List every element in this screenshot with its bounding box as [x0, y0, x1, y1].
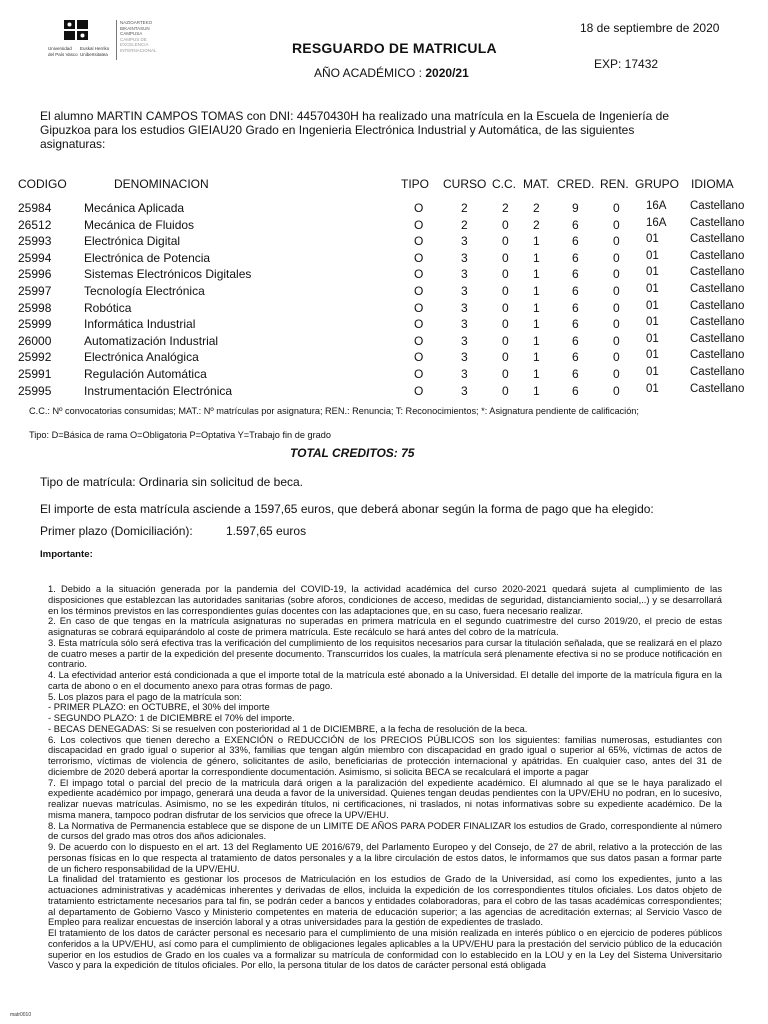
note-paragraph: 7. El impago total o parcial del precio de la matricula dará origen a la paralización del expediente académico. El alumnado al que se le haya paralizado el expediente académico por impago, generará una deuda a favor de la universidad. Quienes tengan deudas pendientes con la UPV/EHU no podran, en lo sucesivo, realizar nuevas matrículas. Asimismo, no se les expedirán títulos, ni certificaciones, ni traslados, ni notas informativas sobre su expediente académico. De la misma manera, tampoco podran disfrutar de los servicios que ofrece la UPV/EHU. — [48, 777, 722, 820]
cell-cred: 9 — [572, 201, 579, 215]
cell-mat: 1 — [533, 317, 540, 332]
cell-mat: 1 — [533, 267, 540, 282]
intro-paragraph: El alumno MARTIN CAMPOS TOMAS con DNI: 44570430H ha realizado una matrícula en la Escuela de Ingeniería de Gipuzkoa para los estudios GIEIAU20 Grado en Ingenieria Electrónica Industrial y Automática, de las siguientes asignaturas: — [40, 109, 669, 151]
cell-cred: 6 — [572, 284, 579, 298]
cell-curso: 3 — [461, 350, 468, 365]
cell-denominacion: Mecánica de Fluidos — [84, 217, 195, 232]
logo-text-es: Universidad del País Vasco — [48, 46, 78, 57]
cell-denominacion: Electrónica Digital — [84, 234, 181, 249]
cell-codigo: 25991 — [18, 367, 52, 381]
table-row — [0, 284, 768, 301]
cell-cred: 6 — [572, 383, 579, 398]
cell-cred: 6 — [572, 367, 579, 381]
cell-codigo: 25996 — [18, 267, 52, 282]
cell-curso: 3 — [461, 367, 468, 381]
cell-cred: 6 — [572, 267, 579, 282]
table-row — [0, 218, 768, 235]
academic-year-value: 2020/21 — [425, 66, 469, 80]
cell-idioma: Castellano — [690, 233, 745, 246]
cell-tipo: O — [414, 234, 424, 249]
cell-ren: 0 — [613, 333, 620, 348]
cell-cc: 0 — [502, 333, 509, 348]
cell-ren: 0 — [613, 367, 620, 381]
cell-codigo: 25995 — [18, 383, 52, 398]
upv-ehu-logo-icon — [62, 18, 90, 42]
col-curso: CURSO — [443, 177, 487, 191]
document-date: 18 de septiembre de 2020 — [580, 21, 720, 35]
cell-idioma: Castellano — [690, 332, 745, 345]
cell-grupo: 01 — [646, 233, 659, 246]
cell-denominacion: Electrónica Analógica — [84, 350, 199, 365]
cell-denominacion: Mecánica Aplicada — [84, 201, 185, 215]
cell-codigo: 25997 — [18, 284, 52, 298]
cell-denominacion: Sistemas Electrónicos Digitales — [84, 267, 252, 282]
cell-codigo: 26000 — [18, 333, 52, 348]
cell-ren: 0 — [613, 267, 620, 282]
cell-grupo: 01 — [646, 283, 659, 295]
table-row — [0, 317, 768, 334]
cell-codigo: 25984 — [18, 201, 52, 215]
table-header — [0, 177, 768, 194]
cell-grupo: 16A — [646, 216, 667, 229]
table-row — [0, 367, 768, 384]
expedient-number: EXP: 17432 — [594, 57, 659, 71]
table-row — [0, 201, 768, 218]
cell-tipo: O — [414, 217, 424, 232]
cell-mat: 2 — [533, 201, 540, 215]
col-grupo: GRUPO — [635, 177, 680, 191]
table-row — [0, 301, 768, 318]
cell-codigo: 26512 — [18, 217, 52, 232]
amount-statement: El importe de esta matrícula asciende a 1597,65 euros, que deberá abonar según la forma de pago que ha elegido: — [40, 502, 654, 516]
cell-denominacion: Regulación Automática — [84, 367, 207, 381]
cell-curso: 2 — [461, 217, 468, 232]
cell-curso: 3 — [461, 383, 468, 398]
table-row — [0, 251, 768, 268]
col-idioma: IDIOMA — [691, 177, 734, 191]
note-paragraph: 6. Los colectivos que tienen derecho a EXENCIÓN o REDUCCIÓN de los PRECIOS PÚBLICOS son los siguientes: familias numerosas, estudiantes con discapacidad en grado igual o superior al 33%, familias que tengan algún miembro con discapacidad en grado igual o superior al 65%, víctimas de actos de terrorismo, víctimas de violencia de género, solicitantes de asilo, beneficiarias de protección internacional y apátridas. En cualquier caso, antes del 31 de diciembre de 2020 deberá aportar la correspondiente documentación. Asimismo, si solicita BECA se recalculará el importe a pagar — [48, 734, 722, 777]
cell-idioma: Castellano — [690, 216, 745, 229]
cell-cc: 0 — [502, 217, 509, 232]
cell-ren: 0 — [613, 383, 620, 398]
cell-idioma: Castellano — [690, 266, 745, 279]
note-paragraph: 2. En caso de que tengas en la matrícula asignaturas no superadas en primera matrícula en el segundo cuatrimestre del curso 2019/20, el precio de estas asignaturas se cobrará equiparándolo al coste de primera matrícula. Este recálculo se hará antes del cobro de la matrícula. — [48, 616, 722, 637]
cell-curso: 2 — [461, 201, 468, 215]
col-ren: REN. — [600, 177, 629, 191]
logo-divider — [116, 20, 117, 60]
cell-denominacion: Robótica — [84, 300, 132, 315]
table-row — [0, 384, 768, 401]
note-paragraph: 9. De acuerdo con lo dispuesto en el art. 13 del Reglamento UE 2016/679, del Parlamento Europeo y del Consejo, de 27 de abril, relativo a la protección de las personas físicas en lo que respecta al tratamiento de datos personales y a la libre circulación de estos datos, le informamos que sus datos pasan a formar parte de un fichero responsabilidad de la UPV/EHU. — [48, 842, 722, 874]
tipo-legend: Tipo: D=Básica de rama O=Obligatoria P=Optativa Y=Trabajo fin de grado — [29, 430, 331, 440]
first-installment-label: Primer plazo (Domiciliación): — [40, 524, 193, 538]
document-title: RESGUARDO DE MATRICULA — [292, 40, 497, 56]
cell-idioma: Castellano — [690, 316, 745, 329]
note-paragraph: 1. Debido a la situación generada por la pandemia del COVID-19, la actividad académica del curso 2020-2021 quedará sujeta al cumplimiento de las disposiciones que establezcan las autoridades sanitarias (sobre aforos, condiciones de acceso, medidas de seguridad, distanciamiento social,..) y se desarrollará en los términos previstos en las correspondientes guías docentes con las adaptaciones que, en su caso, fuera necesario realizar. — [48, 584, 722, 616]
cell-cred: 6 — [572, 250, 579, 265]
cell-grupo: 01 — [646, 299, 659, 312]
cell-idioma: Castellano — [690, 382, 745, 395]
cell-ren: 0 — [613, 317, 620, 332]
note-paragraph: 4. La efectividad anterior está condicionada a que el importe total de la matrícula esté abonado a la Universidad. El detalle del importe de la matrícula figura en la carta de abono o en el documento anexo para otras formas de pago. — [48, 670, 722, 691]
cell-cc: 0 — [502, 317, 509, 332]
cell-cc: 0 — [502, 250, 509, 265]
cell-grupo: 01 — [646, 249, 659, 262]
cell-ren: 0 — [613, 234, 620, 249]
cell-tipo: O — [414, 201, 424, 215]
cell-mat: 1 — [533, 250, 540, 265]
col-denominacion: DENOMINACION — [114, 177, 209, 191]
cell-codigo: 25992 — [18, 350, 52, 365]
cell-idioma: Castellano — [690, 249, 745, 262]
cell-idioma: Castellano — [690, 349, 745, 362]
cell-curso: 3 — [461, 234, 468, 249]
cell-tipo: O — [414, 367, 424, 381]
cell-grupo: 01 — [646, 349, 659, 362]
cell-denominacion: Instrumentación Electrónica — [84, 383, 233, 398]
cell-grupo: 01 — [646, 366, 659, 378]
important-heading: Importante: — [40, 549, 93, 560]
total-credits: TOTAL CREDITOS: 75 — [290, 446, 415, 460]
cell-mat: 1 — [533, 383, 540, 398]
cell-idioma: Castellano — [690, 283, 745, 295]
cell-cred: 6 — [572, 234, 579, 249]
cell-ren: 0 — [613, 217, 620, 232]
cell-cred: 6 — [572, 333, 579, 348]
academic-year-label: AÑO ACADÉMICO : — [314, 66, 423, 80]
table-row — [0, 350, 768, 367]
note-paragraph: 3. Esta matrícula sólo será efectiva tras la verificación del cumplimiento de los requisitos necesarios para cursar la titulación señalada, que se realizará en el plazo de cuatro meses a partir de la expedición del presente documento. Transcurridos los cuales, la matrícula será plenamente efectiva si no se produce notificación en contrario. — [48, 637, 722, 670]
note-paragraph: El tratamiento de los datos de carácter personal es necesario para el cumplimiento de una misión realizada en interés público o en ejercicio de poderes públicos conferidos a la UPV/EHU, así como para el cumplimiento de obligaciones legales aplicables a la UPV/EHU para la prestación del servicio público de la educación superior en los estudios de Grado en los cuales va a formalizar su matrícula de conformidad con lo establecido en la LOU y en la Ley del Sistema Universitario Vasco y para la expedición de títulos oficiales. Por ello, la persona titular de los datos de carácter personal está obligada — [48, 928, 722, 971]
cell-tipo: O — [414, 383, 424, 398]
cell-cc: 0 — [502, 383, 509, 398]
cell-denominacion: Tecnología Electrónica — [84, 284, 205, 298]
cell-codigo: 25994 — [18, 250, 52, 265]
first-installment-amount: 1.597,65 euros — [226, 524, 307, 538]
cell-grupo: 16A — [646, 200, 667, 212]
note-paragraph: La finalidad del tratamiento es gestionar los procesos de Matriculación en los estudios de Grado de la Universidad, así como los expedientes, junto a las actuaciones administrativas y académicas inherentes y derivadas de ellos, incluida la expedición de los correspondientes títulos oficiales. Los datos objeto de tratamiento estrictamente necesarios para tal fin, se podrán ceder a bancos y entidades colaboradoras, para el cobro de las tasas académicas correspondientes; al departamento de Gobierno Vasco y Ministerio competentes en materia de educación superior; a las agencias de acreditación externas; al Servicio Vasco de Empleo para realizar encuestas de inserción laboral y a otras universidades para la gestión de expedientes de traslado. — [48, 874, 722, 928]
table-row — [0, 334, 768, 351]
cell-curso: 3 — [461, 284, 468, 298]
cell-tipo: O — [414, 267, 424, 282]
cell-cc: 0 — [502, 234, 509, 249]
table-legend: C.C.: Nº convocatorias consumidas; MAT.: Nº matrículas por asignatura; REN.: Renuncia; T: Reconocimientos; *: Asignatura pendiente de calificación; — [29, 406, 639, 416]
cell-curso: 3 — [461, 317, 468, 332]
cell-mat: 1 — [533, 234, 540, 249]
enrollment-type: Tipo de matrícula: Ordinaria sin solicitud de beca. — [40, 475, 304, 489]
cell-codigo: 25998 — [18, 300, 52, 315]
cell-grupo: 01 — [646, 316, 659, 329]
cell-tipo: O — [414, 350, 424, 365]
cell-cc: 2 — [502, 201, 509, 215]
cell-mat: 2 — [533, 217, 540, 232]
cell-tipo: O — [414, 317, 424, 332]
university-logo — [18, 18, 178, 64]
cell-curso: 3 — [461, 300, 468, 315]
academic-year — [314, 66, 469, 80]
col-codigo: CODIGO — [18, 177, 67, 191]
note-paragraph: 5. Los plazos para el pago de la matrícula son: — [48, 691, 242, 702]
cell-cc: 0 — [502, 350, 509, 365]
cell-cc: 0 — [502, 267, 509, 282]
logo-text-eu: Euskal Herriko Unibertsitatea — [80, 46, 110, 57]
col-cc: C.C. — [492, 177, 516, 191]
note-paragraph: - BECAS DENEGADAS: Si se resuelven con posterioridad al 1 de DICIEMBRE, a la fecha de resolución de la beca. — [48, 723, 528, 734]
note-paragraph: - PRIMER PLAZO: en OCTUBRE, el 30% del importe — [48, 702, 270, 713]
col-mat: MAT. — [523, 177, 550, 191]
col-cred: CRED. — [557, 177, 595, 191]
cell-ren: 0 — [613, 201, 620, 215]
cell-idioma: Castellano — [690, 299, 745, 312]
cell-tipo: O — [414, 250, 424, 265]
cell-ren: 0 — [613, 250, 620, 265]
cell-ren: 0 — [613, 350, 620, 365]
note-paragraph: - SEGUNDO PLAZO: 1 de DICIEMBRE el 70% del importe. — [48, 713, 295, 723]
cell-curso: 3 — [461, 267, 468, 282]
cell-mat: 1 — [533, 333, 540, 348]
cell-cred: 6 — [572, 217, 579, 232]
cell-cc: 0 — [502, 367, 509, 381]
cell-mat: 1 — [533, 300, 540, 315]
cell-mat: 1 — [533, 367, 540, 381]
cell-grupo: 01 — [646, 332, 659, 345]
cell-cred: 6 — [572, 317, 579, 332]
note-paragraph: 8. La Normativa de Permanencia establece que se dispone de un LIMITE DE AÑOS PARA PODER FINALIZAR los estudios de Grado, correspondiente al número de cursos del grado mas otros dos años adicionales. — [48, 820, 722, 842]
cell-denominacion: Automatización Industrial — [84, 333, 219, 348]
table-row — [0, 267, 768, 284]
cell-mat: 1 — [533, 284, 540, 298]
cell-codigo: 25993 — [18, 234, 52, 249]
table-row — [0, 234, 768, 251]
cell-denominacion: Informática Industrial — [84, 317, 196, 332]
cell-cred: 6 — [572, 300, 579, 315]
cell-ren: 0 — [613, 284, 620, 298]
col-tipo: TIPO — [401, 177, 430, 191]
cell-grupo: 01 — [646, 382, 659, 395]
cell-idioma: Castellano — [690, 200, 745, 212]
cell-ren: 0 — [613, 300, 620, 315]
cell-codigo: 25999 — [18, 317, 52, 332]
cell-grupo: 01 — [646, 266, 659, 279]
cell-idioma: Castellano — [690, 366, 745, 378]
cell-cc: 0 — [502, 300, 509, 315]
cell-tipo: O — [414, 300, 424, 315]
footer-code: matr0010 — [10, 1012, 32, 1018]
logo-campus-text: NAZIOARTEKO BIKAINTASUN CAMPUSA CAMPUS DE EXCELENCIA INTERNACIONAL — [120, 20, 157, 53]
cell-curso: 3 — [461, 333, 468, 348]
cell-mat: 1 — [533, 350, 540, 365]
cell-tipo: O — [414, 333, 424, 348]
cell-denominacion: Electrónica de Potencia — [84, 250, 211, 265]
cell-tipo: O — [414, 284, 424, 298]
cell-cred: 6 — [572, 350, 579, 365]
cell-cc: 0 — [502, 284, 509, 298]
important-notes — [48, 584, 722, 971]
cell-curso: 3 — [461, 250, 468, 265]
